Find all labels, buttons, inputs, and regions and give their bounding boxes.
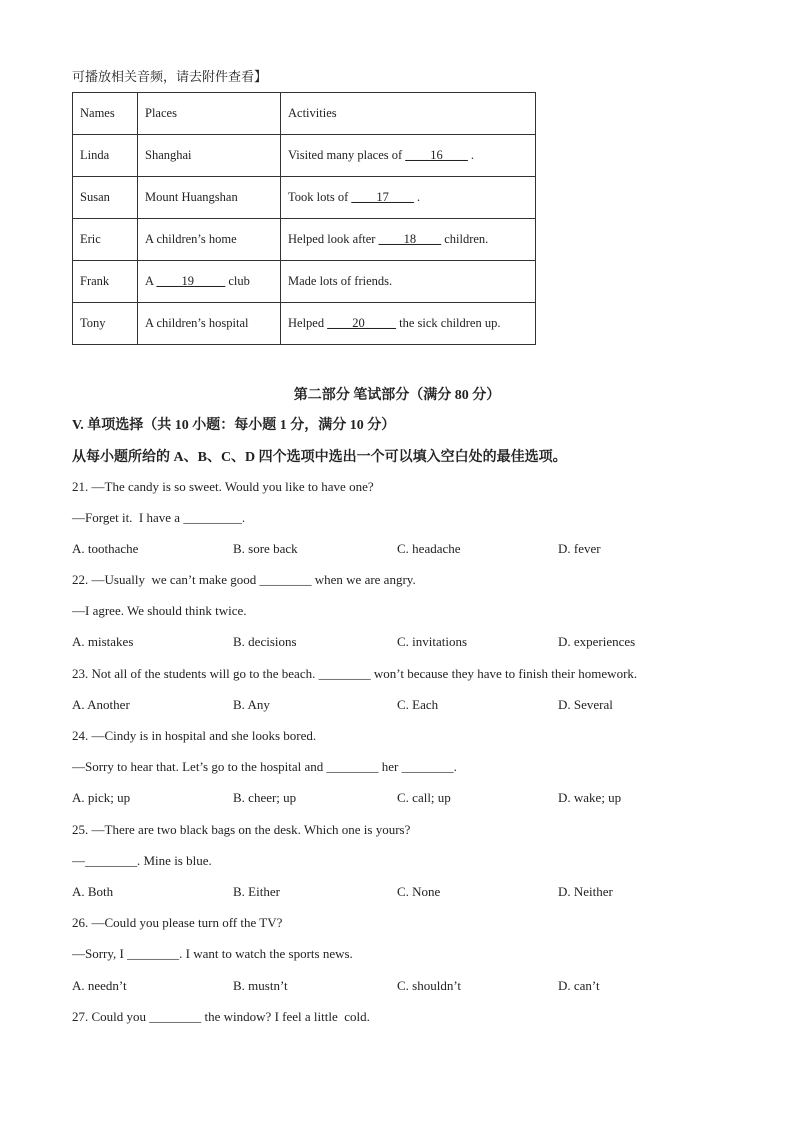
cell-name: Eric <box>73 219 138 261</box>
activity-text-end: . <box>467 148 475 162</box>
cell-place: Mount Huangshan <box>138 177 281 219</box>
option-d: D. Several <box>558 697 613 712</box>
cell-name: Susan <box>73 177 138 219</box>
cell-place <box>138 261 281 303</box>
listening-table <box>72 92 536 345</box>
blank-19: ____19_____ <box>156 274 226 288</box>
option-d: D. can’t <box>558 978 600 993</box>
question-line: 23. Not all of the students will go to the beach. ________ won’t because they have to finish their homework. <box>72 666 638 681</box>
cell-activity <box>281 177 536 219</box>
option-a: A. needn’t <box>72 978 127 993</box>
table-row <box>73 303 536 345</box>
question-line: —________. Mine is blue. <box>72 853 212 868</box>
intro-text: 可播放相关音频，请去附件查看】 <box>72 69 268 84</box>
option-c: C. headache <box>397 541 461 556</box>
option-c: C. call; up <box>397 790 451 805</box>
option-b: B. Any <box>233 697 270 712</box>
option-a: A. Both <box>72 884 114 899</box>
cell-activity: Made lots of friends. <box>281 261 536 303</box>
instruction-text: 从每小题所给的 A、B、C、D 四个选项中选出一个可以填入空白处的最佳选项。 <box>72 450 567 465</box>
cell-place: A children’s home <box>138 219 281 261</box>
blank-18: ____18____ <box>378 232 442 246</box>
cell-activity <box>281 303 536 345</box>
activity-text-end: children. <box>441 232 489 246</box>
table-header-row <box>73 93 536 135</box>
option-b: B. sore back <box>233 541 298 556</box>
activity-text-end: the sick children up. <box>395 316 501 330</box>
option-b: B. Either <box>233 884 280 899</box>
cell-name: Linda <box>73 135 138 177</box>
question-line: 26. —Could you please turn off the TV? <box>72 915 283 930</box>
question-line: —Sorry to hear that. Let’s go to the hospital and ________ her ________. <box>72 759 457 774</box>
option-a: A. mistakes <box>72 634 134 649</box>
option-a: A. Another <box>72 697 130 712</box>
activity-text: Helped look after <box>288 232 379 246</box>
option-a: A. toothache <box>72 541 139 556</box>
table-row <box>73 135 536 177</box>
question-line: —I agree. We should think twice. <box>72 603 247 618</box>
question-line: 27. Could you ________ the window? I feel a little cold. <box>72 1009 370 1024</box>
option-c: C. Each <box>397 697 439 712</box>
cell-name: Frank <box>73 261 138 303</box>
blank-17: ____17____ <box>351 190 414 204</box>
activity-text: Visited many places of <box>288 148 406 162</box>
section-title: V. 单项选择（共 10 小题：每小题 1 分，满分 10 分） <box>72 418 396 433</box>
activity-text: Took lots of <box>288 190 352 204</box>
place-text: A <box>145 274 157 288</box>
header-names: Names <box>73 93 138 135</box>
option-b: B. cheer; up <box>233 790 297 805</box>
cell-name: Tony <box>73 303 138 345</box>
question-line: —Sorry, I ________. I want to watch the sports news. <box>72 946 353 961</box>
question-line: 22. —Usually we can’t make good ________ when we are angry. <box>72 572 416 587</box>
header-places: Places <box>138 93 281 135</box>
blank-16: ____16____ <box>405 148 468 162</box>
cell-activity <box>281 135 536 177</box>
table-row <box>73 219 536 261</box>
option-d: D. fever <box>558 541 601 556</box>
option-d: D. Neither <box>558 884 613 899</box>
question-line: 21. —The candy is so sweet. Would you like to have one? <box>72 479 374 494</box>
cell-place: A children’s hospital <box>138 303 281 345</box>
option-d: D. experiences <box>558 634 636 649</box>
question-line: —Forget it. I have a _________. <box>72 510 246 525</box>
header-activities: Activities <box>281 93 536 135</box>
activity-text-end: . <box>413 190 421 204</box>
question-line: 24. —Cindy is in hospital and she looks bored. <box>72 728 317 743</box>
option-a: A. pick; up <box>72 790 131 805</box>
blank-20: ____20_____ <box>327 316 396 330</box>
place-text-end: club <box>225 274 250 288</box>
cell-activity <box>281 219 536 261</box>
option-b: B. decisions <box>233 634 297 649</box>
cell-place: Shanghai <box>138 135 281 177</box>
option-c: C. shouldn’t <box>397 978 462 993</box>
option-d: D. wake; up <box>558 790 622 805</box>
option-c: C. None <box>397 884 441 899</box>
option-c: C. invitations <box>397 634 468 649</box>
activity-text: Helped <box>288 316 328 330</box>
question-line: 25. —There are two black bags on the desk. Which one is yours? <box>72 822 411 837</box>
part-title: 第二部分 笔试部分（满分 80 分） <box>293 388 501 403</box>
table-row <box>73 177 536 219</box>
option-b: B. mustn’t <box>233 978 288 993</box>
table-row <box>73 261 536 303</box>
